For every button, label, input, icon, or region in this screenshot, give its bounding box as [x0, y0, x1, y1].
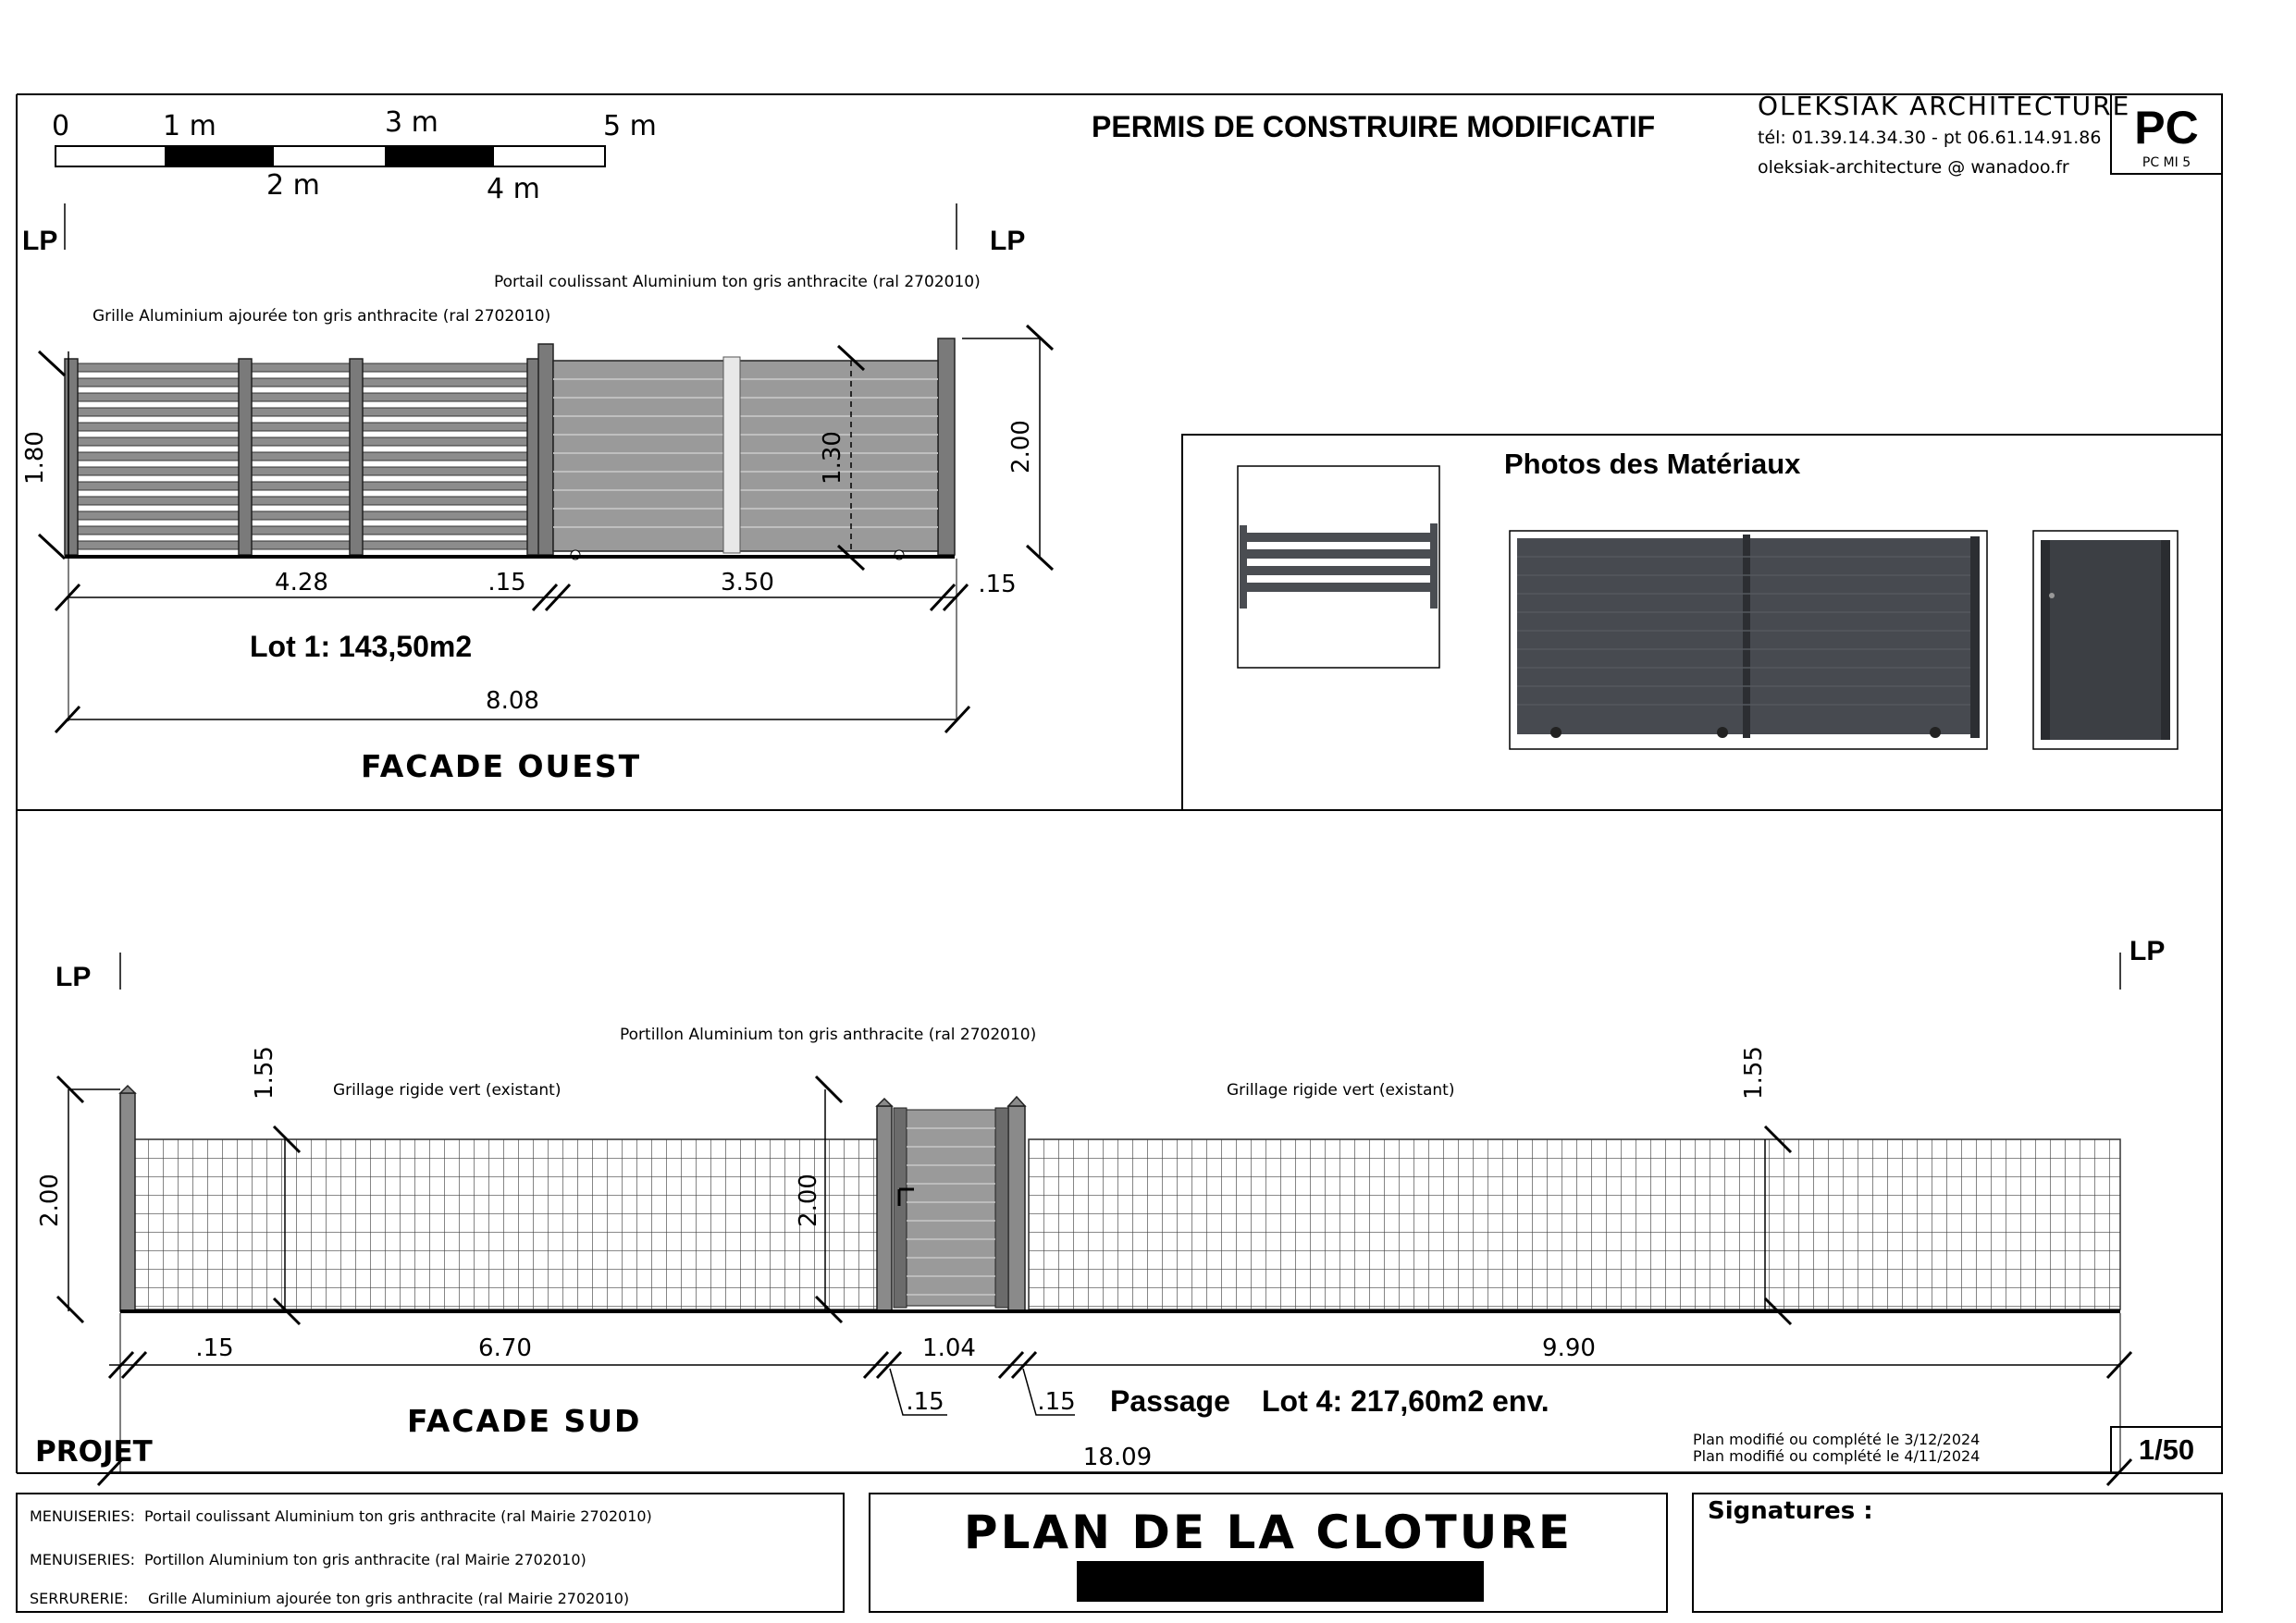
scale-label-2m: 2 m	[266, 169, 320, 202]
sliding-gate	[553, 357, 938, 559]
west-dim-height-left: 1.80	[21, 431, 49, 485]
south-lot: Lot 4: 217,60m2 env.	[1262, 1384, 1549, 1418]
scale-label-1m: 1 m	[163, 110, 216, 142]
note-text-1: Portail coulissant Aluminium ton gris anthracite (ral Mairie 2702010)	[144, 1507, 652, 1525]
mesh-left	[131, 1139, 879, 1309]
south-lp-right: LP	[2129, 936, 2166, 966]
firm-email: oleksiak-architecture @ wanadoo.fr	[1758, 157, 2069, 178]
note-label-2: MENUISERIES:	[30, 1551, 136, 1568]
west-lp-right: LP	[990, 226, 1026, 256]
south-dim-total-h: 2.00	[36, 1174, 64, 1227]
firm-phone: tél: 01.39.14.34.30 - pt 06.61.14.91.86	[1758, 128, 2102, 148]
west-dim-d: .15	[978, 571, 1017, 598]
note-label-1: MENUISERIES:	[30, 1507, 136, 1525]
west-gate-note: Portail coulissant Aluminium ton gris anthracite (ral 2702010)	[494, 273, 981, 291]
west-grille-note: Grille Aluminium ajourée ton gris anthracite (ral 2702010)	[93, 307, 551, 326]
sliding-gate-photo	[1510, 531, 1987, 749]
west-lot: Lot 1: 143,50m2	[250, 630, 473, 663]
facade-ouest	[21, 203, 1053, 784]
south-dim-e: .15	[906, 1388, 944, 1416]
south-dim-a: .15	[195, 1334, 234, 1362]
scale-label-0: 0	[52, 110, 70, 142]
south-dim-b: 6.70	[478, 1334, 532, 1362]
note-text-2: Portillon Aluminium ton gris anthracite (ral Mairie 2702010)	[144, 1551, 586, 1568]
west-title: FACADE OUEST	[361, 748, 642, 784]
south-portillon-note: Portillon Aluminium ton gris anthracite (ral 2702010)	[620, 1026, 1037, 1044]
west-dim-height-right: 2.00	[1007, 420, 1035, 473]
portillon	[894, 1108, 1008, 1308]
scale-label-3m: 3 m	[385, 106, 438, 139]
west-dim-a: 4.28	[275, 569, 328, 596]
south-total: 18.09	[1082, 1444, 1153, 1471]
south-dim-h-left: 1.55	[251, 1046, 278, 1100]
south-grillage-left: Grillage rigide vert (existant)	[333, 1081, 562, 1100]
note-text-3: Grille Aluminium ajourée ton gris anthracite (ral Mairie 2702010)	[148, 1590, 630, 1607]
west-dim-height-gate: 1.30	[819, 431, 846, 485]
mesh-right	[1029, 1139, 2120, 1309]
south-lp-left: LP	[56, 962, 92, 992]
west-dim-c: 3.50	[721, 569, 774, 596]
note-label-3: SERRURERIE:	[30, 1590, 129, 1607]
modif-date-2: Plan modifié ou complété le 4/11/2024	[1693, 1447, 1981, 1465]
plan-title: PLAN DE LA CLOTURE	[963, 1506, 1574, 1559]
south-grillage-right: Grillage rigide vert (existant)	[1227, 1081, 1455, 1100]
west-dim-b: .15	[488, 569, 526, 596]
modif-date-1: Plan modifié ou complété le 3/12/2024	[1693, 1431, 1981, 1448]
materials-panel	[1238, 448, 2178, 749]
south-dim-f: .15	[1037, 1388, 1076, 1416]
aluminium-grille	[70, 363, 529, 549]
south-dim-h-right: 1.55	[1740, 1046, 1768, 1100]
scale-label-5m: 5 m	[603, 110, 657, 142]
firm-name: OLEKSIAK ARCHITECTURE	[1758, 91, 2131, 121]
scale-ratio: 1/50	[2138, 1433, 2195, 1466]
signatures-label: Signatures :	[1708, 1497, 1873, 1525]
permit-title: PERMIS DE CONSTRUIRE MODIFICATIF	[1092, 110, 1656, 143]
south-passage: Passage	[1110, 1384, 1230, 1418]
south-title: FACADE SUD	[407, 1403, 642, 1439]
south-dim-c: 1.04	[922, 1334, 976, 1362]
materials-title: Photos des Matériaux	[1504, 448, 1801, 480]
facade-sud	[36, 936, 2165, 1485]
scale-label-4m: 4 m	[487, 173, 540, 205]
redaction-bar	[1077, 1561, 1484, 1602]
west-total: 8.08	[486, 687, 539, 715]
west-lp-left: LP	[22, 226, 58, 256]
south-dim-d: 9.90	[1542, 1334, 1596, 1362]
scale-bar	[52, 106, 657, 205]
grille-photo	[1238, 466, 1439, 668]
south-dim-gate-h: 2.00	[795, 1174, 822, 1227]
projet-label: PROJET	[35, 1435, 153, 1469]
pc-sub: PC MI 5	[2142, 155, 2191, 170]
pc-code: PC	[2134, 102, 2199, 154]
portillon-photo	[2033, 531, 2178, 749]
